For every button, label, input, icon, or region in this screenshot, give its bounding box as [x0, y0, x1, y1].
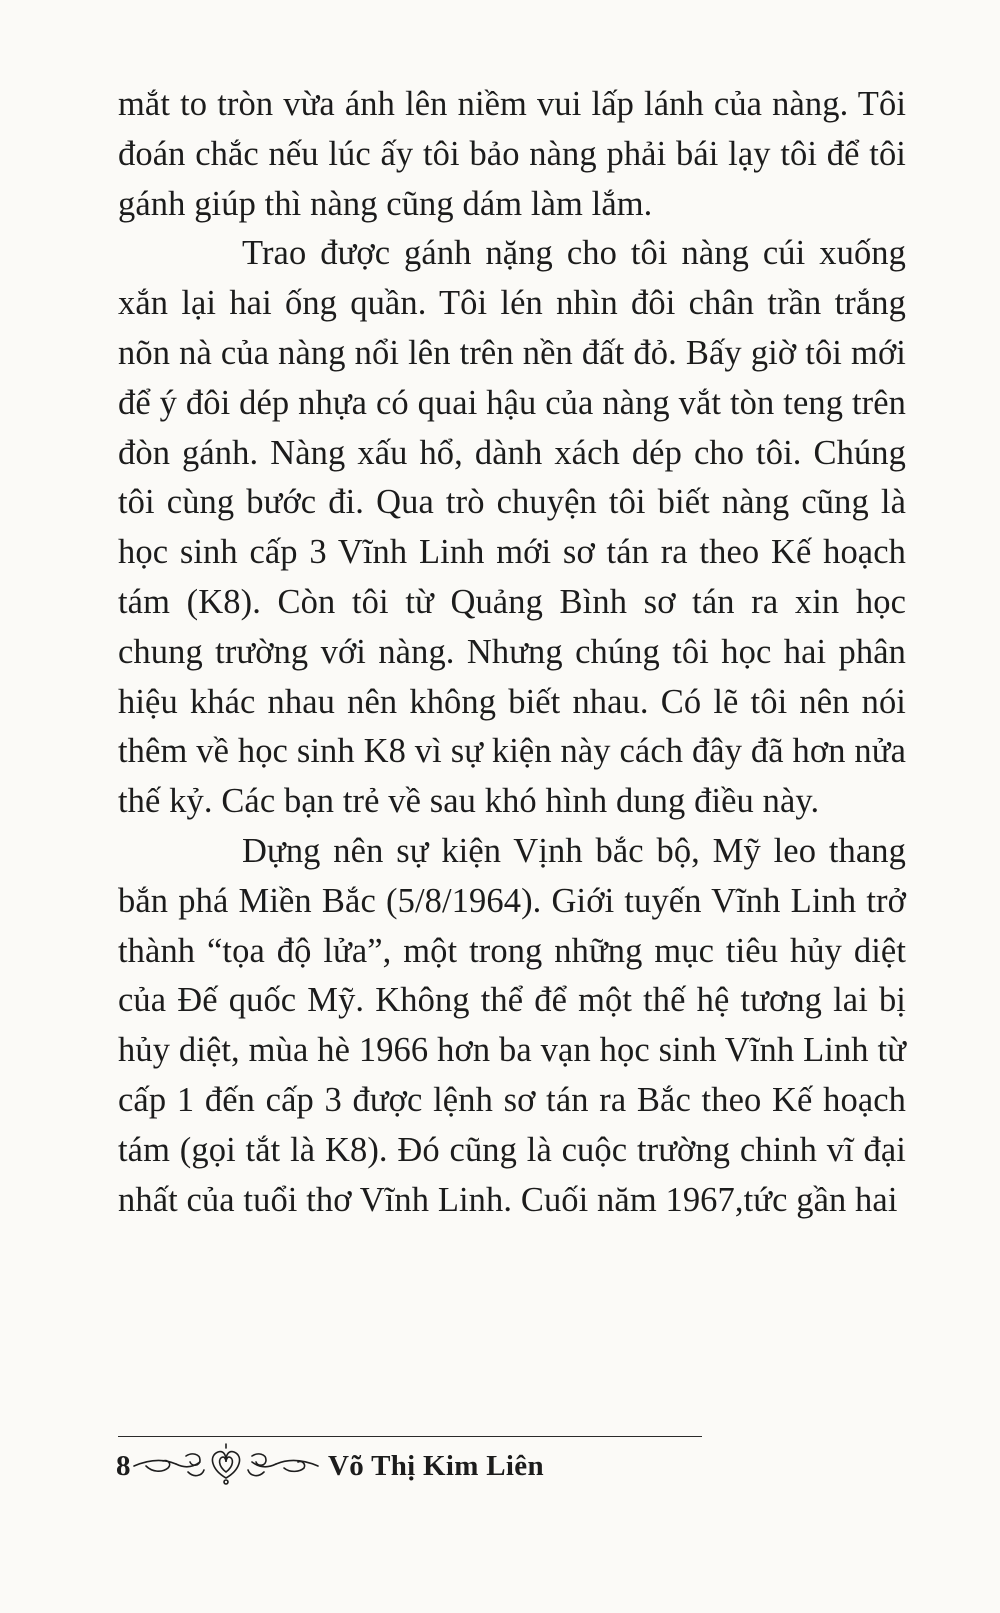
- body-text: [118, 80, 906, 1225]
- paragraph-2: Trao được gánh nặng cho tôi nàng cúi xuống xắn lại hai ống quần. Tôi lén nhìn đôi chân trần trắng nõn nà của nàng nổi lên trên nền đất đỏ. Bấy giờ tôi mới để ý đôi dép nhựa có quai hậu của nàng vắt tòn teng trên đòn gánh. Nàng xấu hổ, dành xách dép cho tôi. Chúng tôi cùng bước đi. Qua trò chuyện tôi biết nàng cũng là học sinh cấp 3 Vĩnh Linh mới sơ tán ra theo Kế hoạch tám (K8). Còn tôi từ Quảng Bình sơ tán ra xin học chung trường với nàng. Nhưng chúng tôi học hai phân hiệu khác nhau nên không biết nhau. Có lẽ tôi nên nói thêm về học sinh K8 vì sự kiện này cách đây đã hơn nửa thế kỷ. Các bạn trẻ về sau khó hình dung điều này.: [118, 234, 906, 821]
- scroll-ornament-icon: [128, 1442, 324, 1488]
- paragraph-3: Dựng nên sự kiện Vịnh bắc bộ, Mỹ leo thang bắn phá Miền Bắc (5/8/1964). Giới tuyến Vĩnh Linh trở thành “tọa độ lửa”, một trong những mục tiêu hủy diệt của Đế quốc Mỹ. Không thể để một thế hệ tương lai bị hủy diệt, mùa hè 1966 hơn ba vạn học sinh Vĩnh Linh từ cấp 1 đến cấp 3 được lệnh sơ tán ra Bắc theo Kế hoạch tám (gọi tắt là K8). Đó cũng là cuộc trường chinh vĩ đại nhất của tuổi thơ Vĩnh Linh. Cuối năm 1967,tức gần hai: [118, 831, 906, 1219]
- paragraph-1: mắt to tròn vừa ánh lên niềm vui lấp lánh của nàng. Tôi đoán chắc nếu lúc ấy tôi bảo nàng phải bái lạy tôi để tôi gánh giúp thì nàng cũng dám làm lắm.: [118, 85, 906, 223]
- footer-rule: [118, 1436, 702, 1437]
- page-number: 8: [116, 1450, 131, 1482]
- author-name: Võ Thị Kim Liên: [328, 1450, 544, 1482]
